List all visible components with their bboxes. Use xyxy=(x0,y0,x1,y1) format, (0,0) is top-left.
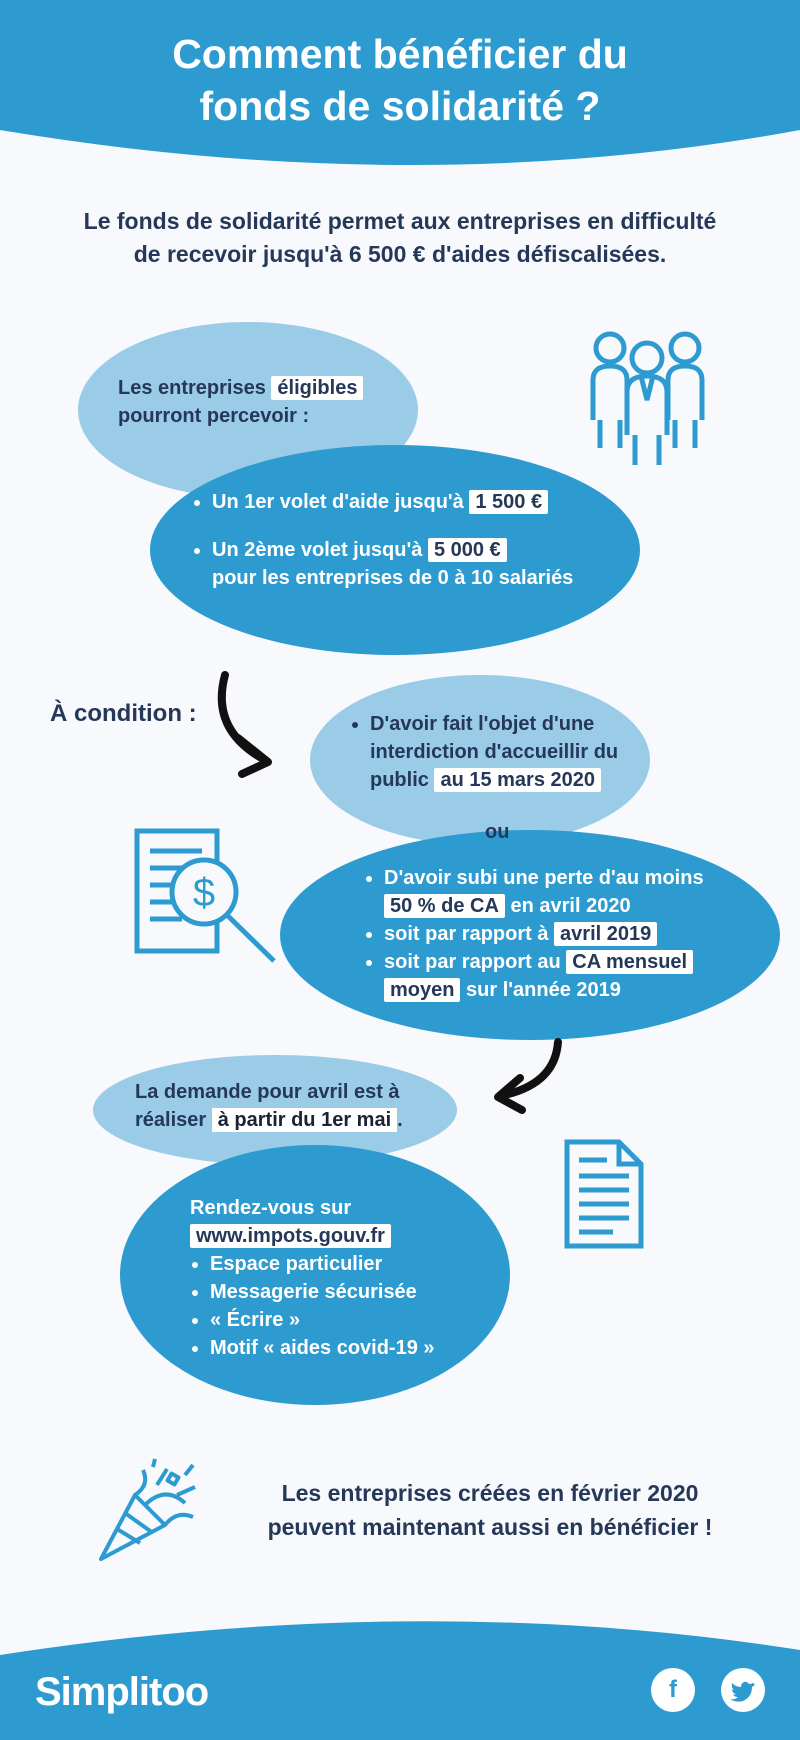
rendezvous-step: • Messagerie sécurisée xyxy=(210,1278,490,1306)
document-icon xyxy=(563,1138,645,1250)
condition2-item-2: • soit par rapport à avril 2019 xyxy=(384,920,762,948)
eligible-text xyxy=(118,374,363,430)
rendezvous-line1: Rendez-vous sur xyxy=(190,1197,352,1219)
people-icon xyxy=(585,330,710,470)
closing-text: Les entreprises créées en février 2020 peuvent maintenant aussi en bénéficier ! xyxy=(267,1480,713,1540)
condition4-highlight2: moyen xyxy=(384,978,460,1002)
aid-item-1: • Un 1er volet d'aide jusqu'à 1 500 € xyxy=(212,488,630,516)
condition4-highlight1: CA mensuel xyxy=(566,950,693,974)
rendezvous-url[interactable]: www.impots.gouv.fr xyxy=(190,1224,391,1248)
facebook-icon[interactable]: f xyxy=(651,1668,695,1712)
arrow-curved-down xyxy=(222,675,268,774)
rendezvous-text xyxy=(190,1194,490,1362)
aid-list xyxy=(190,488,630,592)
brand-logo[interactable]: Simplitoo xyxy=(35,1670,209,1714)
condition2-pct: 50 % de CA xyxy=(384,894,505,918)
aid-item2-line2: pour les entreprises de 0 à 10 salariés xyxy=(212,567,574,589)
request-text: La demande pour avril est à réaliser à partir du 1er mai . xyxy=(135,1081,403,1131)
twitter-icon[interactable] xyxy=(721,1668,765,1712)
condition2-item-3: • soit par rapport au CA mensuel moyen sur l'année 2019 xyxy=(384,948,762,1004)
arrow-curved-left xyxy=(498,1042,558,1110)
title-line1: Comment bénéficier du xyxy=(172,31,628,77)
condition-label: À condition : xyxy=(50,700,197,727)
twitter-bird-icon xyxy=(721,1668,765,1712)
or-label: ou xyxy=(485,821,510,843)
aid-item1-amount: 1 500 € xyxy=(469,490,548,514)
request-highlight: à partir du 1er mai xyxy=(212,1108,397,1132)
party-popper-icon xyxy=(95,1455,205,1565)
condition2-item-1: • D'avoir subi une perte d'au moins 50 % de CA en avril 2020 xyxy=(384,864,762,920)
page-title xyxy=(0,28,800,132)
eligible-prefix: Les entreprises xyxy=(118,377,266,399)
intro-text xyxy=(20,205,780,271)
invoice-search-icon xyxy=(132,826,282,966)
eligible-highlight: éligibles xyxy=(271,376,363,400)
condition1-date: au 15 mars 2020 xyxy=(434,768,601,792)
svg-text:$: $ xyxy=(192,871,216,915)
rendezvous-step: • Espace particulier xyxy=(210,1250,490,1278)
eligible-line2: pourront percevoir : xyxy=(118,405,310,427)
aid-item-2: • Un 2ème volet jusqu'à 5 000 € pour les entreprises de 0 à 10 salariés xyxy=(212,536,630,592)
intro-line2: de recevoir jusqu'à 6 500 € d'aides défiscalisées. xyxy=(133,241,667,267)
rendezvous-step: • Motif « aides covid-19 » xyxy=(210,1334,490,1362)
rendezvous-step: • « Écrire » xyxy=(210,1306,490,1334)
condition3-highlight: avril 2019 xyxy=(554,922,657,946)
condition2-text xyxy=(362,864,762,1004)
condition1-item: • D'avoir fait l'objet d'une interdiction d'accueillir du public au 15 mars 2020 xyxy=(370,710,678,794)
aid-item2-amount: 5 000 € xyxy=(428,538,507,562)
intro-line1: Le fonds de solidarité permet aux entreprises en difficulté xyxy=(83,208,717,234)
condition1-text xyxy=(348,710,678,794)
title-line2: fonds de solidarité ? xyxy=(199,83,601,129)
